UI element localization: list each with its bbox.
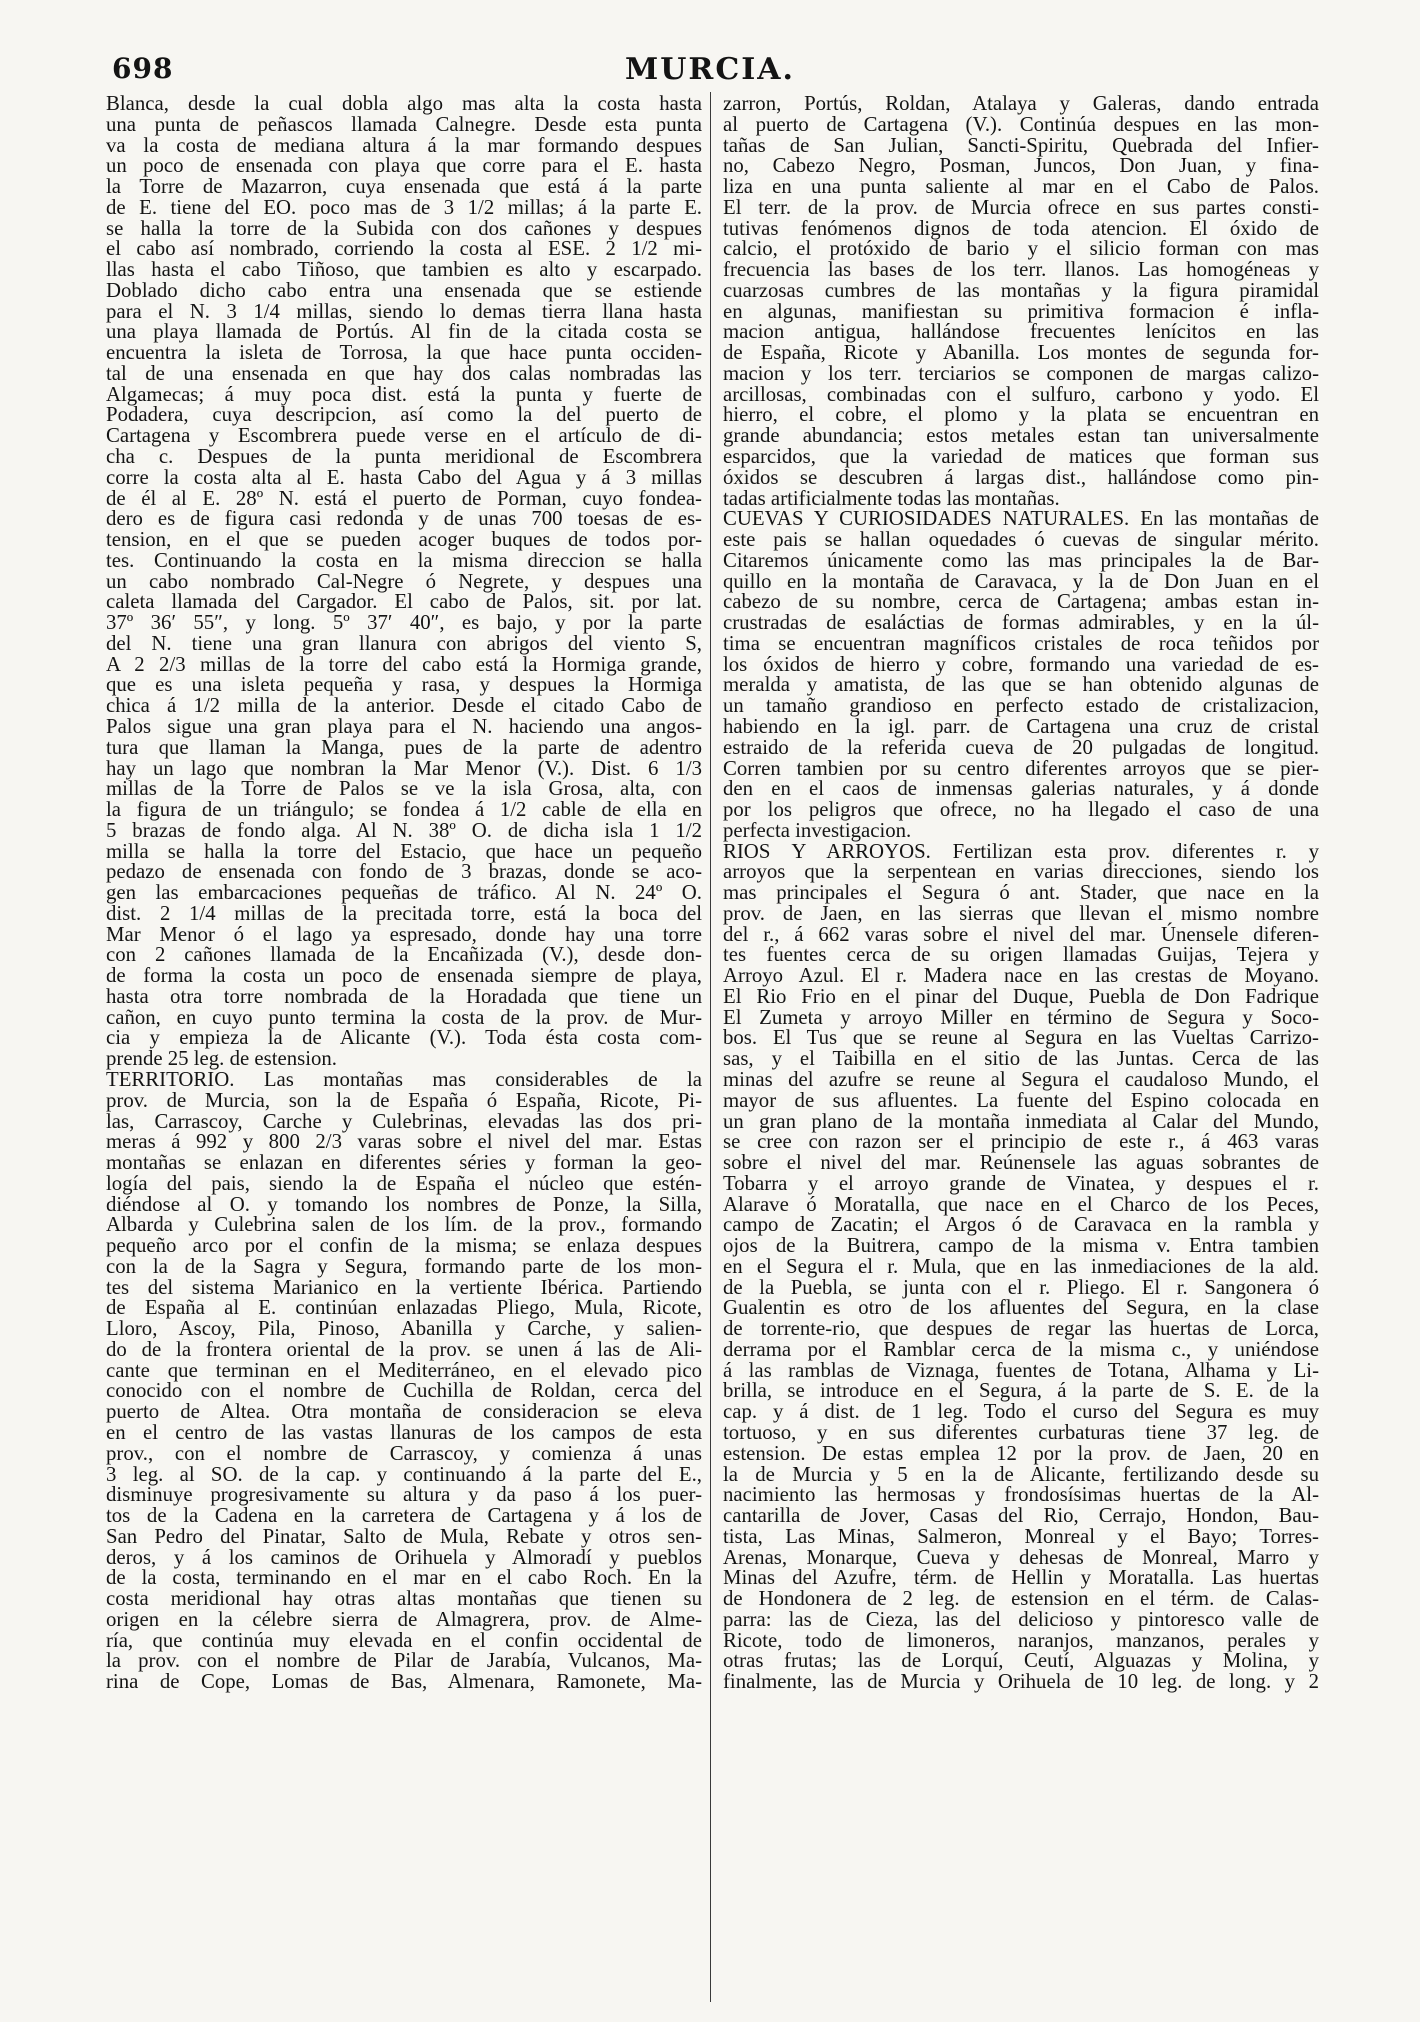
text-line: Citaremos únicamente como las mas principales la de Bar-: [723, 548, 1319, 572]
text-line: Arroyo Azul. El r. Madera nace en las crestas de Moyano.: [723, 964, 1319, 988]
text-line: Palos sigue una gran playa para el N. haciendo una angos-: [106, 714, 702, 738]
text-line: pedazo de ensenada con fondo de 3 brazas, donde se aco-: [106, 860, 702, 884]
text-line: A 2 2/3 millas de la torre del cabo está la Hormiga grande,: [106, 652, 702, 676]
text-line: Algamecas; á muy poca dist. está la punta y fuerte de: [106, 382, 702, 406]
text-line: cia y empieza la de Alicante (V.). Toda ésta costa com-: [106, 1026, 702, 1050]
text-line: finalmente, las de Murcia y Orihuela de 10 leg. de long. y 2: [723, 1670, 1319, 1694]
text-line: perfecta investigacion.: [723, 818, 912, 842]
text-line: de él al E. 28º N. está el puerto de Porman, cuyo fondea-: [106, 486, 702, 510]
text-line: puerto de Altea. Otra montaña de consideracion se eleva: [106, 1400, 702, 1424]
text-line: derrama por el Ramblar cerca de la misma c., y uniéndose: [723, 1337, 1319, 1361]
text-line: arroyos que la serpentean en varias direcciones, siendo los: [723, 860, 1319, 884]
text-line: quillo en la montaña de Caravaca, y la de Don Juan en el: [723, 569, 1319, 593]
column-rule: [710, 92, 711, 2002]
text-line: Corren tambien por su centro diferentes arroyos que se pier-: [723, 756, 1319, 780]
text-line: Tobarra y el arroyo grande de Vinatea, y despues el r.: [723, 1171, 1319, 1195]
text-line: tista, Las Minas, Salmeron, Monreal y el Bayo; Torres-: [723, 1524, 1319, 1548]
text-line: el cabo así nombrado, corriendo la costa al ESE. 2 1/2 mi-: [106, 237, 702, 261]
text-line: nacimiento las hermosas y frondosísimas huertas de la Al-: [723, 1483, 1319, 1507]
text-line: TERRITORIO. Las montañas mas considerables de la: [106, 1067, 702, 1091]
text-line: San Pedro del Pinatar, Salto de Mula, Rebate y otros sen-: [106, 1524, 702, 1548]
text-line: caleta llamada del Cargador. El cabo de Palos, sit. por lat.: [106, 590, 702, 614]
text-line: para el N. 3 1/4 millas, siendo lo demas tierra llana hasta: [106, 299, 702, 323]
text-line: minas del azufre se reune al Segura el caudaloso Mundo, el: [723, 1067, 1319, 1091]
text-line: mayor de sus afluentes. La fuente del Espino colocada en: [723, 1088, 1319, 1112]
text-line: disminuye progresivamente su altura y da paso á los puer-: [106, 1483, 702, 1507]
text-line: en el Segura el r. Mula, que en las inmediaciones de la ald.: [723, 1254, 1319, 1278]
text-line: Lloro, Ascoy, Pila, Pinoso, Abanilla y Carche, y salien-: [106, 1317, 702, 1341]
text-line: tes fuentes cerca de su origen llamadas Guijas, Tejera y: [723, 943, 1319, 967]
text-line: de España, Ricote y Abanilla. Los montes de segunda for-: [723, 341, 1319, 365]
text-line: de E. tiene del EO. poco mas de 3 1/2 millas; á la parte E.: [106, 195, 702, 219]
text-line: cha c. Despues de la punta meridional de Escombrera: [106, 445, 702, 469]
text-line: frecuencia las bases de los terr. llanos. Las homogéneas y: [723, 258, 1319, 282]
text-line: logía del pais, siendo la de España el núcleo que estén-: [106, 1171, 702, 1195]
text-line: de España al E. continúan enlazadas Pliego, Mula, Ricote,: [106, 1296, 702, 1320]
text-line: otras frutas; las de Lorquí, Ceutí, Alguazas y Molina, y: [723, 1649, 1319, 1673]
text-line: la prov. con el nombre de Pilar de Jarabía, Vulcanos, Ma-: [106, 1649, 702, 1673]
text-line: cap. y á dist. de 1 leg. Todo el curso del Segura es muy: [723, 1400, 1319, 1424]
text-line: esparcidos, que la variedad de matices que forman sus: [723, 445, 1319, 469]
text-line: montañas se enlazan en diferentes séries y forman la geo-: [106, 1151, 702, 1175]
text-line: El Zumeta y arroyo Miller en término de Segura y Soco-: [723, 1005, 1319, 1029]
left-column: [106, 94, 702, 1999]
text-line: en algunas, manifiestan su primitiva formacion é infla-: [723, 299, 1319, 323]
text-line: las, Carrascoy, Carche y Culebrinas, elevadas las dos pri-: [106, 1109, 702, 1133]
text-line: hasta otra torre nombrada de la Horadada que tiene un: [106, 984, 702, 1008]
text-line: diéndose al O. y tomando los nombres de Ponze, la Silla,: [106, 1192, 702, 1216]
text-line: de forma la costa un poco de ensenada siempre de playa,: [106, 964, 702, 988]
text-line: Ricote, todo de limoneros, naranjos, manzanos, perales y: [723, 1628, 1319, 1652]
text-line: de Hondonera de 2 leg. de estension en el térm. de Calas-: [723, 1587, 1319, 1611]
text-line: den en el caos de inmensas galerias naturales, y á donde: [723, 777, 1319, 801]
text-line: 3 leg. al SO. de la cap. y continuando á la parte del E.,: [106, 1462, 702, 1486]
text-line: prende 25 leg. de estension.: [106, 1047, 338, 1071]
text-line: estension. De estas emplea 12 por la prov. de Jaen, 20 en: [723, 1441, 1319, 1465]
text-line: óxidos se descubren á largas dist., hallándose como pin-: [723, 465, 1319, 489]
text-line: dero es de figura casi redonda y de unas 700 toesas de es-: [106, 507, 702, 531]
text-line: estraido de la referida cueva de 20 pulgadas de longitud.: [723, 735, 1319, 759]
text-line: un cabo nombrado Cal-Negre ó Negrete, y despues una: [106, 569, 702, 593]
text-line: hierro, el cobre, el plomo y la plata se encuentran en: [723, 403, 1319, 427]
text-line: prov. de Jaen, en las sierras que llevan el mismo nombre: [723, 901, 1319, 925]
text-line: zarron, Portús, Roldan, Atalaya y Galeras, dando entrada: [723, 94, 1319, 115]
text-line: Albarda y Culebrina salen de los lím. de la prov., formando: [106, 1213, 702, 1237]
text-line: corre la costa alta al E. hasta Cabo del Agua y á 3 millas: [106, 465, 702, 489]
text-line: CUEVAS Y CURIOSIDADES NATURALES. En las montañas de: [723, 507, 1319, 531]
text-line: llas hasta el cabo Tiñoso, que tambien es alto y escarpado.: [106, 258, 702, 282]
text-line: tos de la Cadena en la carretera de Cartagena y á los de: [106, 1504, 702, 1528]
text-line: á las ramblas de Viznaga, fuentes de Totana, Alhama y Li-: [723, 1358, 1319, 1382]
text-line: 37º 36′ 55″, y long. 5º 37′ 40″, es bajo, y por la parte: [106, 611, 702, 635]
text-line: con 2 cañones llamada de la Encañizada (V.), desde don-: [106, 943, 702, 967]
text-line: prov. de Murcia, son la de España ó España, Ricote, Pi-: [106, 1088, 702, 1112]
text-line: mas principales el Segura ó ant. Stader, que nace en la: [723, 881, 1319, 905]
text-line: meralda y amatista, de las que se han obtenido algunas de: [723, 673, 1319, 697]
text-line: de torrente-rio, que despues de regar las huertas de Lorca,: [723, 1317, 1319, 1341]
text-line: al puerto de Cartagena (V.). Continúa despues en las mon-: [723, 112, 1319, 136]
text-line: meras á 992 y 800 2/3 varas sobre el nivel del mar. Estas: [106, 1130, 702, 1154]
text-line: va la costa de mediana altura á la mar formando despues: [106, 133, 702, 157]
text-line: cuarzosas cumbres de las montañas y la figura piramidal: [723, 278, 1319, 302]
text-line: Podadera, cuya descripcion, así como la del puerto de: [106, 403, 702, 427]
text-line: Cartagena y Escombrera puede verse en el artículo de di-: [106, 424, 702, 448]
text-line: tes. Continuando la costa en la misma direccion se halla: [106, 548, 702, 572]
text-line: hay un lago que nombran la Mar Menor (V.). Dist. 6 1/3: [106, 756, 702, 780]
text-line: del N. tiene una gran llanura con abrigos del viento S,: [106, 631, 702, 655]
text-line: un gran plano de la montaña inmediata al Calar del Mundo,: [723, 1109, 1319, 1133]
text-line: campo de Zacatin; el Argos ó de Caravaca en la rambla y: [723, 1213, 1319, 1237]
text-line: grande abundancia; estos metales estan tan universalmente: [723, 424, 1319, 448]
text-line: Alarave ó Moratalla, que nace en el Charco de los Peces,: [723, 1192, 1319, 1216]
text-line: tortuoso, y en sus diferentes curbaturas tiene 37 leg. de: [723, 1421, 1319, 1444]
text-line: RIOS Y ARROYOS. Fertilizan esta prov. diferentes r. y: [723, 839, 1319, 863]
text-line: la figura de un triángulo; se fondea á 1/2 cable de ella en: [106, 798, 702, 822]
text-line: una playa llamada de Portús. Al fin de la citada costa se: [106, 320, 702, 344]
text-line: los óxidos de hierro y cobre, formando una variedad de es-: [723, 652, 1319, 676]
text-line: de la Puebla, se junta con el r. Pliego. El r. Sangonera ó: [723, 1275, 1319, 1299]
right-column: [723, 94, 1319, 1999]
text-line: tadas artificialmente todas las montañas.: [723, 486, 1060, 510]
text-line: gen las embarcaciones pequeñas de tráfico. Al N. 24º O.: [106, 881, 702, 905]
running-head: MURCIA.: [625, 52, 795, 87]
text-line: un tamaño grandioso en perfecto estado de cristalizacion,: [723, 694, 1319, 718]
text-line: dist. 2 1/4 millas de la precitada torre, está la boca del: [106, 901, 702, 925]
text-line: de la costa, terminando en el mar en el cabo Roch. En la: [106, 1566, 702, 1590]
text-line: tal de una ensenada en que hay dos calas nombradas las: [106, 361, 702, 385]
text-line: prov., con el nombre de Carrascoy, y comienza á unas: [106, 1441, 702, 1465]
text-line: Arenas, Monarque, Cueva y dehesas de Monreal, Marro y: [723, 1545, 1319, 1569]
text-line: cante que terminan en el Mediterráneo, en el elevado pico: [106, 1358, 702, 1382]
text-line: costa meridional hay otras altas montañas que tienen su: [106, 1587, 702, 1611]
text-line: ojos de la Buitrera, campo de la misma v. Entra tambien: [723, 1234, 1319, 1258]
text-line: macion y los terr. terciarios se componen de margas calizo-: [723, 361, 1319, 385]
text-line: brilla, se introduce en el Segura, á la parte de S. E. de la: [723, 1379, 1319, 1403]
text-line: milla se halla la torre del Estacio, que hace un pequeño: [106, 839, 702, 863]
text-line: cabezo de su nombre, cerca de Cartagena; ambas estan in-: [723, 590, 1319, 614]
text-line: un poco de ensenada con playa que corre para el E. hasta: [106, 154, 702, 178]
text-line: parra: las de Cieza, las del delicioso y pintoresco valle de: [723, 1607, 1319, 1631]
text-line: Gualentin es otro de los afluentes del Segura, en la clase: [723, 1296, 1319, 1320]
text-line: la Torre de Mazarron, cuya ensenada que está á la parte: [106, 175, 702, 199]
text-line: tima se encuentran magníficos cristales de roca teñidos por: [723, 631, 1319, 655]
text-line: habiendo en la igl. parr. de Cartagena una cruz de cristal: [723, 714, 1319, 738]
page-number: 698: [112, 52, 174, 85]
text-line: calcio, el protóxido de bario y el silicio forman con mas: [723, 237, 1319, 261]
text-line: se halla la torre de la Subida con dos cañones y despues: [106, 216, 702, 240]
text-line: chica á 1/2 milla de la anterior. Desde el citado Cabo de: [106, 694, 702, 718]
text-line: no, Cabezo Negro, Posman, Juncos, Don Juan, y fina-: [723, 154, 1319, 178]
text-line: origen en la célebre sierra de Almagrera, prov. de Alme-: [106, 1607, 702, 1631]
text-line: rina de Cope, Lomas de Bas, Almenara, Ramonete, Ma-: [106, 1670, 702, 1694]
text-line: tura que llaman la Manga, pues de la parte de adentro: [106, 735, 702, 759]
text-line: la de Murcia y 5 en la de Alicante, fertilizando desde su: [723, 1462, 1319, 1486]
text-line: que es una isleta pequeña y rasa, y despues la Hormiga: [106, 673, 702, 697]
text-line: del r., á 662 varas sobre el nivel del mar. Únensele diferen-: [723, 922, 1319, 946]
text-line: con la de la Sagra y Segura, formando parte de los mon-: [106, 1254, 702, 1278]
text-line: encuentra la isleta de Torrosa, la que hace punta occiden-: [106, 341, 702, 365]
text-line: crustradas de esaláctias de formas admirables, y en la úl-: [723, 611, 1319, 635]
text-line: sobre el nivel del mar. Reúnensele las aguas sobrantes de: [723, 1151, 1319, 1175]
text-line: Minas del Azufre, térm. de Hellin y Moratalla. Las huertas: [723, 1566, 1319, 1590]
text-line: una punta de peñascos llamada Calnegre. Desde esta punta: [106, 112, 702, 136]
text-line: cantarilla de Jover, Casas del Rio, Cerrajo, Hondon, Bau-: [723, 1504, 1319, 1528]
text-line: tutivas fenómenos dignos de toda atencion. El óxido de: [723, 216, 1319, 240]
text-line: sas, y el Taibilla en el sitio de las Juntas. Cerca de las: [723, 1047, 1319, 1071]
text-line: pequeño arco por el confin de la misma; se enlaza despues: [106, 1234, 702, 1258]
text-line: macion antigua, hallándose frecuentes lenícitos en las: [723, 320, 1319, 344]
text-line: en el centro de las vastas llanuras de los campos de esta: [106, 1421, 702, 1444]
text-line: Doblado dicho cabo entra una ensenada que se estiende: [106, 278, 702, 302]
text-line: tes del sistema Marianico en la vertiente Ibérica. Partiendo: [106, 1275, 702, 1299]
text-line: do de la frontera oriental de la prov. se unen á las de Ali-: [106, 1337, 702, 1361]
text-line: tañas de San Julian, Sancti-Spiritu, Quebrada del Infier-: [723, 133, 1319, 157]
text-line: 5 brazas de fondo alga. Al N. 38º O. de dicha isla 1 1/2: [106, 818, 702, 842]
text-line: El terr. de la prov. de Murcia ofrece en sus partes consti-: [723, 195, 1319, 219]
text-line: arcillosas, combinadas con el sulfuro, carbono y yodo. El: [723, 382, 1319, 406]
text-line: El Rio Frio en el pinar del Duque, Puebla de Don Fadrique: [723, 984, 1319, 1008]
text-line: bos. El Tus que se reune al Segura en las Vueltas Carrizo-: [723, 1026, 1319, 1050]
text-line: millas de la Torre de Palos se ve la isla Grosa, alta, con: [106, 777, 702, 801]
text-line: conocido con el nombre de Cuchilla de Roldan, cerca del: [106, 1379, 702, 1403]
text-line: se cree con razon ser el principio de este r., á 463 varas: [723, 1130, 1319, 1154]
text-line: este pais se hallan oquedades ó cuevas de singular mérito.: [723, 528, 1319, 552]
text-line: por los peligros que ofrece, no ha llegado el caso de una: [723, 798, 1319, 822]
text-line: tension, en el que se pueden acoger buques de todos por-: [106, 528, 702, 552]
text-line: Blanca, desde la cual dobla algo mas alta la costa hasta: [106, 94, 702, 115]
text-line: deros, y á los caminos de Orihuela y Almoradí y pueblos: [106, 1545, 702, 1569]
text-line: liza en una punta saliente al mar en el Cabo de Palos.: [723, 175, 1319, 199]
text-line: cañon, en cuyo punto termina la costa de la prov. de Mur-: [106, 1005, 702, 1029]
text-line: ría, que continúa muy elevada en el confin occidental de: [106, 1628, 702, 1652]
text-line: Mar Menor ó el lago ya espresado, donde hay una torre: [106, 922, 702, 946]
